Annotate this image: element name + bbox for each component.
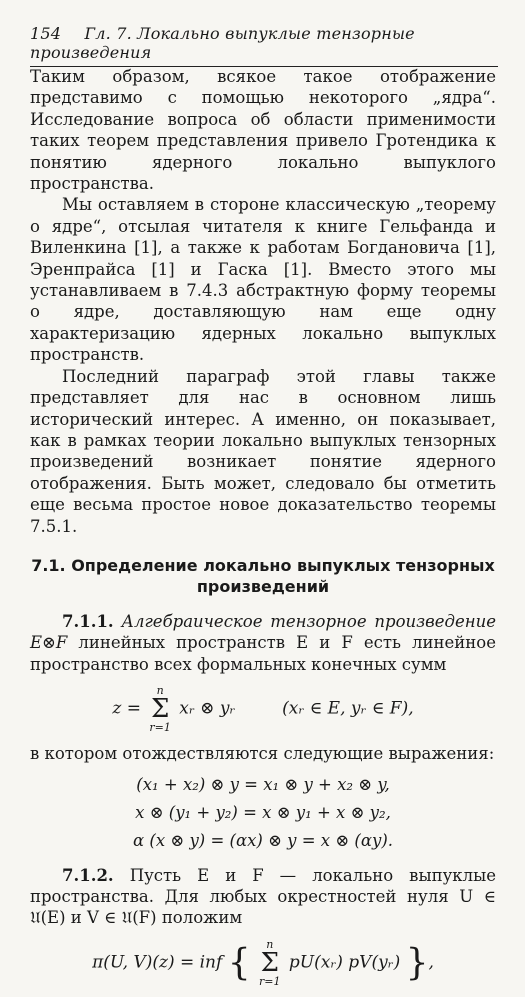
paragraph-3: Последний параграф этой главы также представляет для нас в основном лишь исторический интерес. А именно, он показывает, как в рамках теории локально выпуклых тензорных произведений возникает понятие ядерного отображения. Быть может, следовало бы отметить еще весьма простое новое доказательство теоремы 7.5.1. (30, 366, 496, 536)
page-body (30, 66, 496, 997)
after-formula-text: в котором отождествляются следующие выражения: (30, 744, 495, 764)
item-7-1-1 (30, 611, 496, 675)
formula-end: , (428, 952, 434, 973)
paragraph-1: Таким образом, всякое такое отображение представимо с помощью некоторого „ядра“. Исследование вопроса об области применимости таких теорем представления привело Гротендика к понятию ядерного локально выпуклого пространства. (30, 67, 496, 194)
sum-upper-limit: n (266, 937, 274, 951)
identity-1: (x₁ + x₂) ⊗ y = x₁ ⊗ y + x₂ ⊗ y, (136, 774, 390, 794)
running-title: Гл. 7. Локально выпуклые тензорные произведения (30, 24, 415, 62)
formula-pi: π(U, V)(z) = inf { n Σ r=1 pU(xᵣ) pV(yᵣ) }, (92, 937, 434, 988)
item-number: 7.1.2. (62, 865, 114, 885)
running-header (30, 24, 498, 67)
formula-term: xᵣ ⊗ yᵣ (179, 698, 236, 719)
item-7-1-2 (30, 865, 496, 929)
sum-upper-limit: n (156, 684, 164, 698)
formula-term: pU(xᵣ) pV(yᵣ) (288, 952, 401, 973)
item-italic-lead: Алгебраическое тензорное произведение E⊗F (30, 611, 496, 653)
formula-sum (30, 685, 496, 733)
paragraph-2: Мы оставляем в стороне классическую „теорему о ядре“, отсылая читателя к книге Гельфанда и Виленкина [1], а также к работам Богдановича [1], Эренпрайса [1] и Гаска [1]. Вместо этого мы устанавливаем в 7.4.3 абстрактную форму теоремы о ядре, доставляющую нам еще одну характеризацию ядерных локально выпуклых пространств. (30, 195, 496, 365)
sum-sign: n Σ r=1 (149, 684, 171, 735)
item-text: Пусть E и F — локально выпуклые пространства. Для любых окрестностей нуля U ∈ 𝔘(E) и V ∈ 𝔘(F) положим (30, 865, 496, 928)
sum-sign: n Σ r=1 (259, 937, 281, 988)
item-number: 7.1.1. (62, 611, 114, 631)
identity-3: α (x ⊗ y) = (αx) ⊗ y = x ⊗ (αy). (133, 830, 393, 850)
formula-lhs: π(U, V)(z) = inf (92, 952, 223, 973)
sum-lower-limit: r=1 (149, 721, 171, 735)
formula-condition: (xᵣ ∈ E, yᵣ ∈ F), (282, 698, 414, 719)
item-text: линейных пространств E и F есть линейное пространство всех формальных конечных сумм (30, 633, 496, 674)
sum-lower-limit: r=1 (259, 974, 281, 988)
identities-block (30, 771, 496, 855)
section-title: 7.1. Определение локально выпуклых тензорных произведений (31, 555, 495, 596)
formula-lhs: z = (112, 698, 141, 719)
identity-2: x ⊗ (y₁ + y₂) = x ⊗ y₁ + x ⊗ y₂, (135, 802, 391, 822)
page-number: 154 (30, 24, 62, 43)
